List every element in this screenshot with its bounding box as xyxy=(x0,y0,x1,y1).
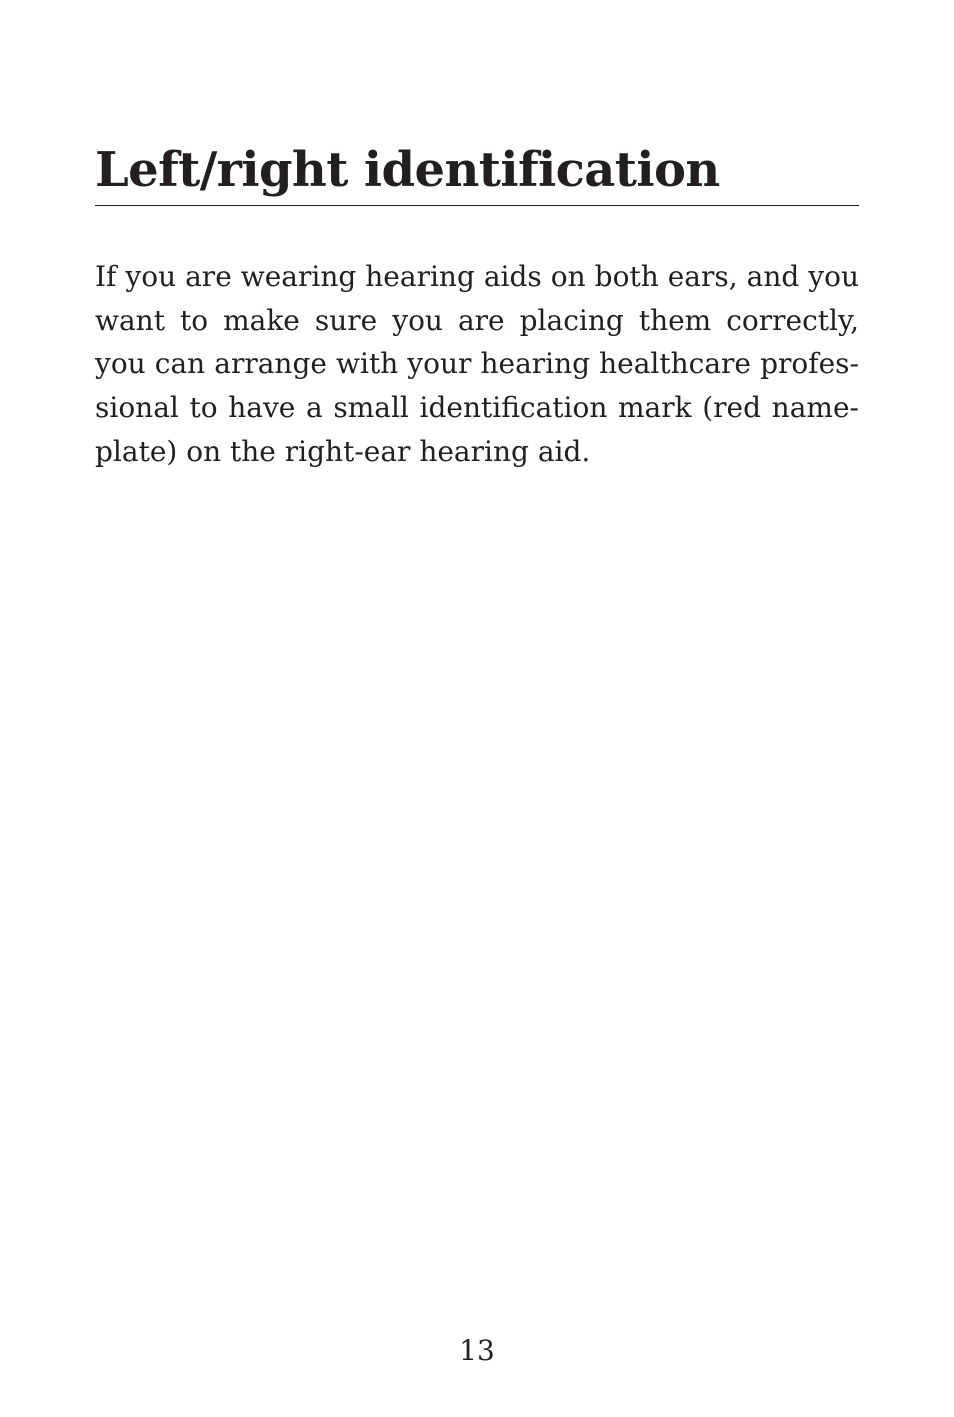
paragraph-line: If you are wearing hearing aids on both ears, and you xyxy=(95,260,859,293)
page-title: Left/right identification xyxy=(95,142,720,198)
page-number: 13 xyxy=(459,1334,495,1367)
paragraph-line: sional to have a small identification mark (red name- xyxy=(95,391,859,425)
title-divider xyxy=(95,205,859,206)
paragraph-line: you can arrange with your hearing healthcare profes- xyxy=(95,347,859,381)
paragraph-line: want to make sure you are placing them correctly, xyxy=(95,303,859,337)
paragraph-line: plate) on the right-ear hearing aid. xyxy=(95,434,591,468)
body-paragraph xyxy=(95,255,859,473)
